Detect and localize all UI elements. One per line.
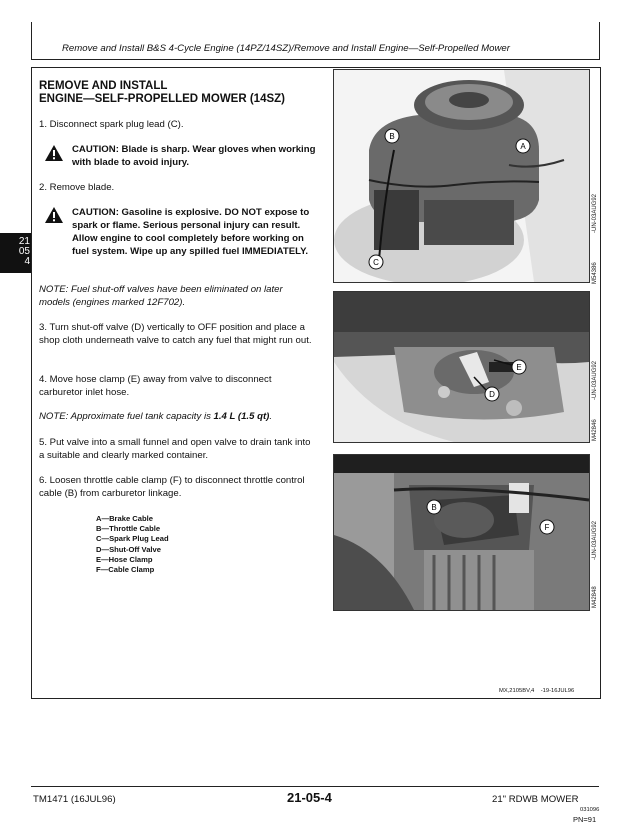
top-left-rule: [31, 22, 32, 60]
valve-photo: [333, 291, 590, 443]
photo-2-date-code: -UN-03AUG92: [592, 360, 598, 400]
legend-item: A—Brake Cable: [96, 514, 153, 523]
page-header: Remove and Install B&S 4-Cycle Engine (14PZ/14SZ)/Remove and Install Engine—Self-Propelled Mower: [62, 43, 510, 54]
caution-icon: [44, 144, 64, 162]
page-title: [39, 80, 285, 106]
engine-photo-illustration: [334, 70, 589, 282]
footer-page-number: 21-05-4: [287, 790, 332, 805]
photo-2-id-code: M42846: [592, 419, 598, 441]
throttle-photo: [333, 454, 590, 611]
footer-small-code: 031096: [580, 807, 600, 813]
callout-f: F: [544, 523, 550, 532]
step-2: 2. Remove blade.: [39, 182, 115, 193]
top-right-rule: [599, 22, 600, 60]
caution-gasoline: CAUTION: Gasoline is explosive. DO NOT expose to spark or flame. Serious personal injury can result. Allow engine to cool completely before working on fuel system. Wipe up any spilled fuel IMMEDIATELY.: [72, 207, 310, 257]
footer-manual: TM1471 (16JUL96): [33, 794, 116, 805]
step-6: 6. Loosen throttle cable clamp (F) to disconnect throttle control cable (B) from carburetor linkage.: [39, 475, 305, 499]
note-fuel-valves: NOTE: Fuel shut-off valves have been eliminated on later models (engines marked 12F702).: [39, 284, 283, 308]
callout-d: D: [489, 390, 495, 399]
doc-code-id: MX,2105BV,4: [499, 688, 535, 694]
callout-b: B: [389, 132, 395, 141]
step-1: 1. Disconnect spark plug lead (C).: [39, 119, 184, 130]
note-tank-capacity: [39, 410, 319, 423]
doc-code-date: -19-16JUL96: [540, 688, 575, 694]
footer-pn: PN=91: [573, 815, 597, 824]
valve-photo-illustration: [334, 292, 589, 442]
callout-b: B: [431, 503, 437, 512]
engine-photo: [333, 69, 590, 283]
note-tank-capacity-prefix: NOTE: Approximate fuel tank capacity is: [39, 411, 214, 422]
throttle-photo-illustration: [334, 455, 589, 610]
title-line-2: ENGINE—SELF-PROPELLED MOWER (14SZ): [39, 93, 285, 105]
callout-c: C: [373, 258, 379, 267]
legend-item: D—Shut-Off Valve: [96, 544, 161, 554]
callout-legend: [96, 514, 169, 575]
photo-3-id-code: M42848: [592, 586, 598, 608]
callout-a: A: [520, 142, 526, 151]
header-rule: [31, 59, 599, 60]
note-tank-capacity-suffix: .: [269, 411, 273, 422]
section-tab-page: 4: [24, 256, 30, 267]
section-tab-chapter: 21: [18, 236, 30, 247]
legend-item: E—Hose Clamp: [96, 554, 153, 564]
caution-blade: CAUTION: Blade is sharp. Wear gloves when working with blade to avoid injury.: [72, 144, 316, 168]
callout-e: E: [516, 363, 522, 372]
title-line-1: REMOVE AND INSTALL: [39, 80, 168, 92]
photo-1-id-code: M54386: [592, 262, 598, 284]
section-tab: [0, 233, 31, 273]
legend-item: B—Throttle Cable: [96, 524, 161, 534]
caution-icon: [44, 206, 64, 224]
legend-item: C—Spark Plug Lead: [96, 534, 169, 544]
photo-3-date-code: -UN-03AUG92: [592, 520, 598, 560]
note-tank-capacity-value: 1.4 L (1.5 qt): [213, 411, 270, 422]
footer-rule: [31, 786, 599, 787]
footer-product: 21" RDWB MOWER: [492, 794, 579, 805]
photo-1-date-code: -UN-03AUG92: [592, 193, 598, 233]
doc-code: [499, 688, 574, 694]
step-4: 4. Move hose clamp (E) away from valve to disconnect carburetor inlet hose.: [39, 374, 272, 398]
step-3: 3. Turn shut-off valve (D) vertically to OFF position and place a shop cloth underneath valve to catch any fuel that might run out.: [39, 322, 312, 346]
step-5: 5. Put valve into a small funnel and open valve to drain tank into a suitable and clearly marked container.: [39, 437, 311, 461]
section-tab-section: 05: [18, 246, 30, 257]
legend-item: F—Cable Clamp: [96, 565, 155, 575]
